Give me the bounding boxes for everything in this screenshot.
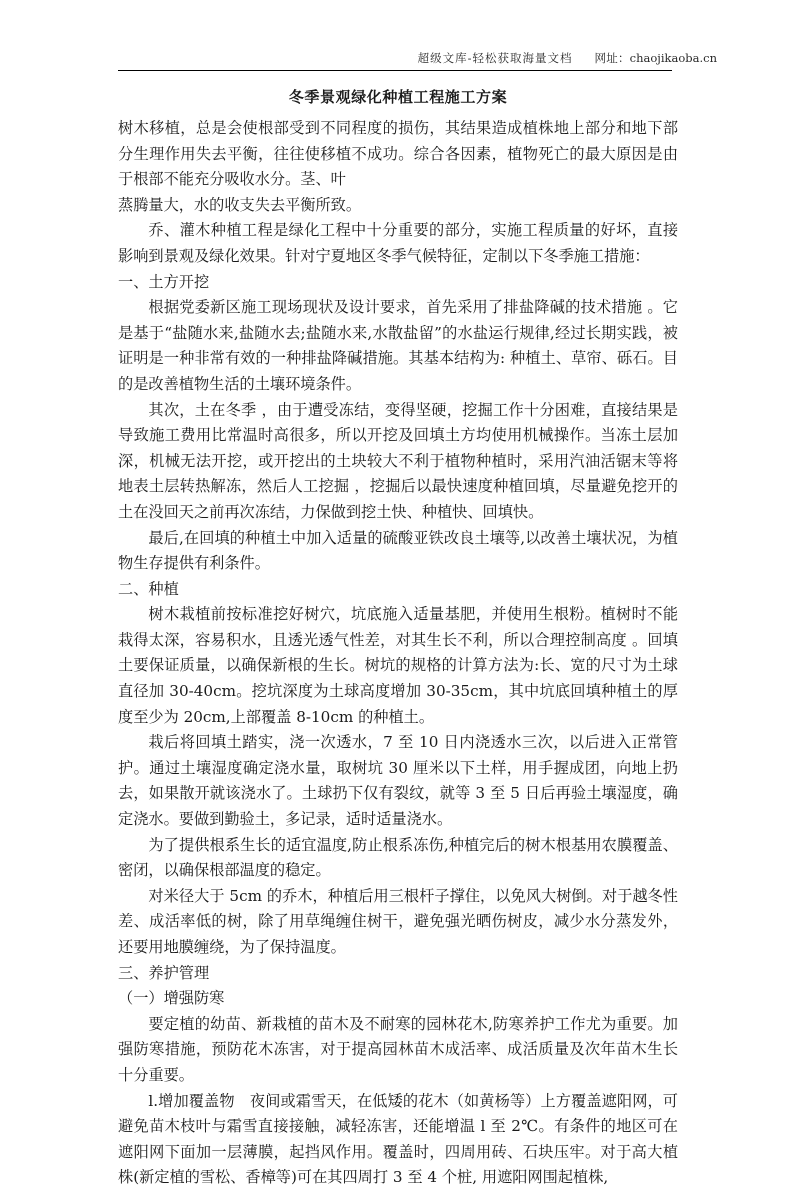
page-header bbox=[0, 0, 793, 71]
body-paragraph: 栽后将回填土踏实，浇一次透水，7 至 10 日内浇透水三次，以后进入正常管护。通过土壤湿度确定浇水量，取树坑 30 厘米以下土样，用手握成团，向地上扔去，如果散开就该浇水了。土球扔下仅有裂纹，就等 3 至 5 日后再验土壤湿度，确定浇水。要做到勤验土，多记录，适时适量浇水。 bbox=[118, 733, 678, 829]
body-paragraph: 其次，土在冬季 ，由于遭受冻结，变得坚硬，挖掘工作十分困难，直接结果是导致施工费用比常温时高很多，所以开挖及回填土方均使用机械操作。当冻土层加深，机械无法开挖，或开挖出的土块较大不利于植物种植时，采用汽油活锯末等将地表土层转热解冻，然后人工挖掘 ，挖掘后以最快速度种植回填，尽量避免挖开的土在没回天之前再次冻结，力保做到挖土快、种植快、回填快。 bbox=[118, 400, 678, 521]
section-heading: 二、种植 bbox=[118, 579, 179, 598]
document-body bbox=[118, 84, 678, 1191]
section-heading: 三、养护管理 bbox=[118, 963, 210, 982]
body-paragraph: 对米径大于 5cm 的乔木，种植后用三根杆子撑住，以免风大树倒。对于越冬性差、成活率低的树，除了用草绳缠住树干，避免强光晒伤树皮，减少水分蒸发外，还要用地膜缠绕，为了保持温度。 bbox=[118, 886, 678, 956]
section-heading: 一、土方开挖 bbox=[118, 272, 210, 291]
header-watermark-line bbox=[0, 50, 793, 66]
section-heading: （一）增强防寒 bbox=[118, 989, 225, 1008]
body-paragraph: 乔、灌木种植工程是绿化工程中十分重要的部分，实施工程质量的好坏，直接影响到景观及绿化效果。针对宁夏地区冬季气候特征，定制以下冬季施工措施： bbox=[118, 221, 678, 265]
body-paragraph: 为了提供根系生长的适宜温度,防止根系冻伤,种植完后的树木根基用农膜覆盖、密闭，以确保根部温度的稳定。 bbox=[118, 835, 678, 880]
body-paragraph: 根据党委新区施工现场现状及设计要求，首先采用了排盐降碱的技术措施 。它是基于“盐随水来,盐随水去;盐随水来,水散盐留”的水盐运行规律,经过长期实践，被证明是一种非常有效的一种排盐降碱措施。其基本结构为: 种植土、草帘、砾石。目的是改善植物生活的土壤环境条件。 bbox=[118, 298, 678, 393]
paragraph-container bbox=[118, 116, 678, 1191]
header-site-name: 超级文库-轻松获取海量文档 bbox=[417, 51, 573, 65]
body-paragraph: l.增加覆盖物 夜间或霜雪天，在低矮的花木（如黄杨等）上方覆盖遮阳网，可避免苗木枝叶与霜雪直接接触，减轻冻害，还能增温 l 至 2℃。有条件的地区可在遮阳网下面加一层薄膜，起挡风作用。覆盖时，四周用砖、石块压牢。对于高大植株(新定植的雪松、香樟等)可在其四周打 3 至 4 个桩, 用遮阳网围起植株, bbox=[118, 1091, 678, 1187]
body-paragraph: 蒸腾量大，水的收支失去平衡所致。 bbox=[118, 195, 361, 214]
body-paragraph: 树木栽植前按标准挖好树穴，坑底施入适量基肥，并使用生根粉。植树时不能栽得太深，容易积水，且透光透气性差，对其生长不利，所以合理控制高度 。回填土要保证质量，以确保新根的生长。树坑的规格的计算方法为:长、宽的尺寸为土球直径加 30-40cm。挖坑深度为土球高度增加 30-35cm，其中坑底回填种植土的厚度至少为 20cm,上部覆盖 8-10cm 的种植土。 bbox=[118, 605, 678, 726]
header-divider-rule bbox=[118, 70, 672, 71]
body-paragraph: 最后,在回填的种植土中加入适量的硫酸亚铁改良土壤等,以改善土壤状况，为植物生存提供有利条件。 bbox=[118, 528, 678, 573]
page-title: 冬季景观绿化种植工程施工方案 bbox=[288, 88, 508, 106]
body-paragraph: 树木移植，总是会使根部受到不同程度的损伤，其结果造成植株地上部分和地下部分生理作用失去平衡，往往使移植不成功。综合各因素，植物死亡的最大原因是由于根部不能充分吸收水分。茎、叶 bbox=[118, 119, 678, 189]
body-paragraph: 要定植的幼苗、新栽植的苗木及不耐寒的园林花木,防寒养护工作尤为重要。加强防寒措施，预防花木冻害，对于提高园林苗木成活率、成活质量及次年苗木生长十分重要。 bbox=[118, 1014, 678, 1084]
header-url-label: 网址： bbox=[594, 51, 630, 65]
header-url: chaojikaoba.cn bbox=[629, 51, 717, 65]
